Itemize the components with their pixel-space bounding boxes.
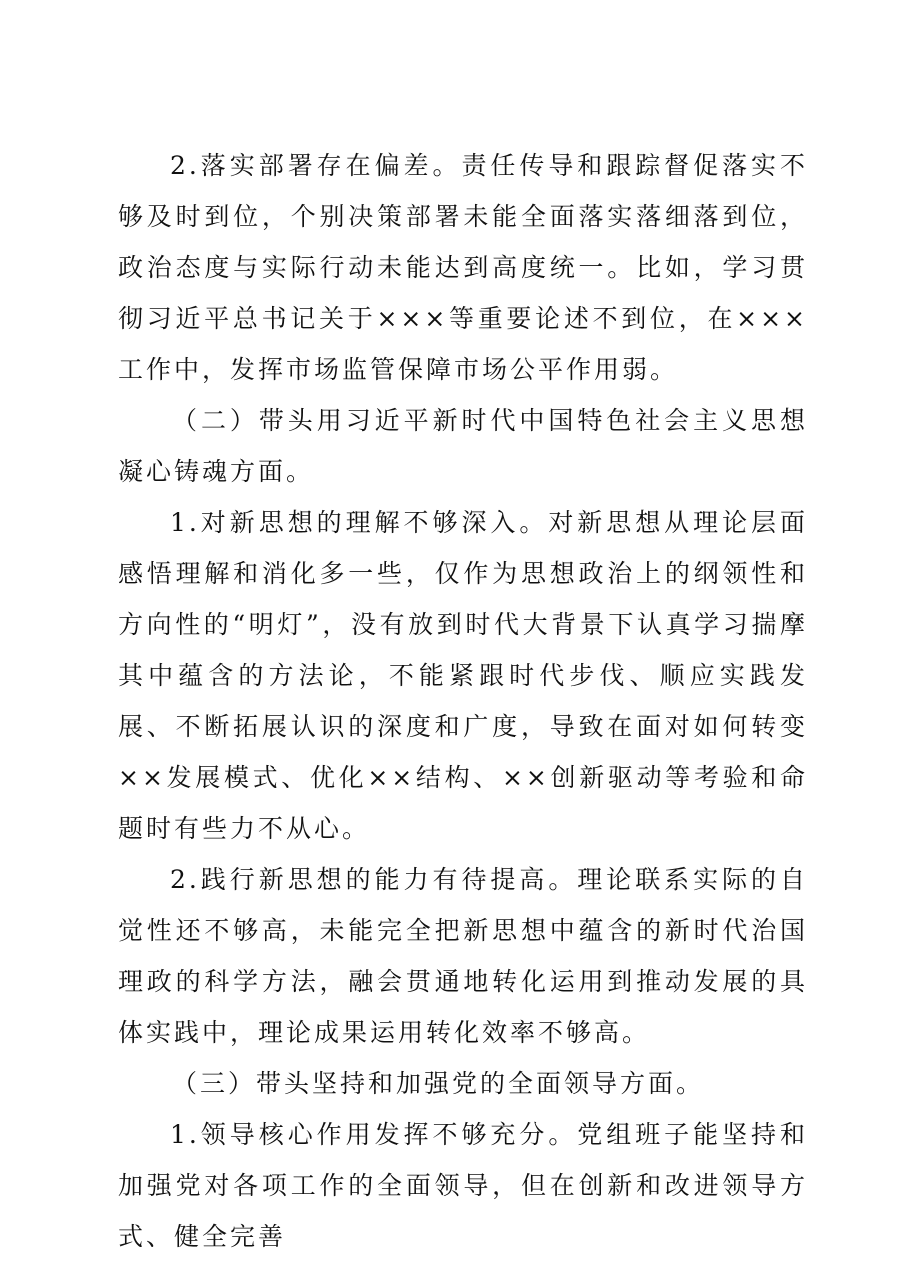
- paragraph-practice-ability: 2.践行新思想的能力有待提高。理论联系实际的自觉性还不够高，未能完全把新思想中蕴含的新时代治国理政的科学方法，融会贯通地转化运用到推动发展的具体实践中，理论成果运用转化效率不够高。: [118, 865, 808, 1047]
- document-body: [118, 140, 808, 1262]
- section-heading-2: （二）带头用习近平新时代中国特色社会主义思想凝心铸魂方面。: [118, 406, 808, 486]
- section-heading-3: （三）带头坚持和加强党的全面领导方面。: [172, 1069, 705, 1098]
- paragraph-leadership-core: 1.领导核心作用发挥不够充分。党组班子能坚持和加强党对各项工作的全面领导，但在创新和改进领导方式、健全完善: [118, 1120, 808, 1251]
- paragraph-implementation-deviation: 2.落实部署存在偏差。责任传导和跟踪督促落实不够及时到位，个别决策部署未能全面落实落细落到位，政治态度与实际行动未能达到高度统一。比如，学习贯彻习近平总书记关于×××等重要论述不到位，在×××工作中，发挥市场监管保障市场公平作用弱。: [118, 151, 808, 384]
- paragraph-understanding: 1.对新思想的理解不够深入。对新思想从理论层面感悟理解和消化多一些，仅作为思想政治上的纲领性和方向性的“明灯”，没有放到时代大背景下认真学习揣摩其中蕴含的方法论，不能紧跟时代步伐、顺应实践发展、不断拓展认识的深度和广度，导致在面对如何转变××发展模式、优化××结构、××创新驱动等考验和命题时有些力不从心。: [118, 508, 808, 843]
